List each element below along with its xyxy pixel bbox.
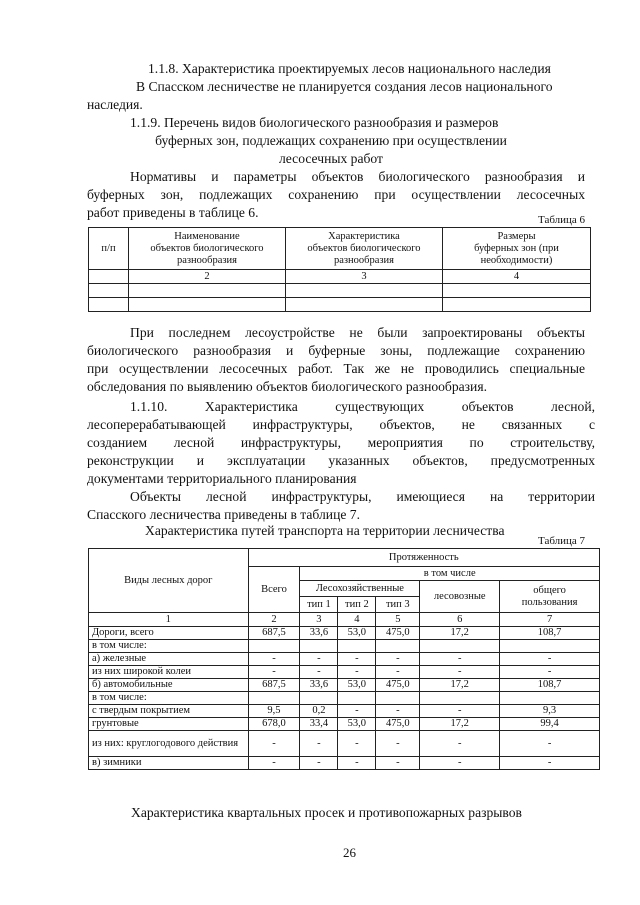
table6-header-char-l3: разнообразия [333, 254, 395, 266]
table7-cell: - [300, 666, 338, 679]
table7-cell: 99,4 [500, 718, 600, 731]
table6-header-size-l1: Размеры [497, 230, 536, 242]
table7-header-kind: Виды лесных дорог [89, 549, 249, 613]
table7-cell: - [500, 731, 600, 757]
table7-cell [300, 692, 338, 705]
table6-header-name-l3: разнообразия [176, 254, 238, 266]
table6-empty-cell [286, 284, 443, 298]
table6-empty-cell [443, 298, 591, 312]
section-1-1-10-heading-line3: созданием лесной инфраструктуры, мероприятия по строительству, [87, 435, 595, 450]
table6-empty-cell [129, 298, 286, 312]
table7-cell: - [248, 731, 300, 757]
table7-cell: - [420, 757, 500, 770]
table7-cell: - [338, 705, 376, 718]
table7-cell-label: с твердым покрытием [89, 705, 249, 718]
table7-cell: - [248, 666, 300, 679]
table7-cell: - [300, 653, 338, 666]
table6-header-name-l2: объектов биологического [150, 242, 264, 254]
table7-cell [420, 640, 500, 653]
table7-cell [248, 692, 300, 705]
table6-num-2: 2 [129, 270, 286, 284]
table7-cell: 53,0 [338, 679, 376, 692]
table7-num: 4 [338, 613, 376, 627]
table7-header-public [500, 581, 600, 613]
table7-header-public-l2: пользования [521, 596, 578, 608]
table7-header-total: Всего [248, 567, 300, 613]
table7-cell [500, 692, 600, 705]
table7-row [89, 718, 600, 731]
section-1-1-10-heading-line1: 1.1.10. Характеристика существующих объектов лесной, [130, 399, 595, 414]
table7-cell: - [300, 757, 338, 770]
table7-row [89, 692, 600, 705]
table7-cell [300, 640, 338, 653]
table7-cell: - [420, 666, 500, 679]
table7-cell: 33,4 [300, 718, 338, 731]
table7-cell: 687,5 [248, 627, 300, 640]
table7-num: 6 [420, 613, 500, 627]
table6-num-4: 4 [443, 270, 591, 284]
section-1-1-10-text-line2: Спасского лесничества приведены в таблице 7. [87, 507, 360, 522]
table7-cell: 9,5 [248, 705, 300, 718]
table7-num: 1 [89, 613, 249, 627]
table7-cell: 9,3 [500, 705, 600, 718]
table7-cell: - [376, 653, 420, 666]
table7-cell: - [376, 666, 420, 679]
table6-header-size-l3: необходимости) [480, 254, 553, 266]
table7-cell: - [338, 757, 376, 770]
table7-header-length: Протяженность [248, 549, 599, 567]
table6-caption: Таблица 6 [538, 214, 586, 226]
table7-row [89, 640, 600, 653]
table7-num: 3 [300, 613, 338, 627]
section-1-1-9-heading-line2: буферных зон, подлежащих сохранению при осуществлении [155, 133, 507, 148]
table6-header-num: п/п [89, 228, 129, 270]
section-1-1-10-heading-line5: документами территориального планирования [87, 471, 357, 486]
table7-num: 7 [500, 613, 600, 627]
biodiversity-text-line1: При последнем лесоустройстве не были запроектированы объекты [130, 325, 585, 340]
table7-cell: - [300, 731, 338, 757]
table7-cell [500, 640, 600, 653]
table7-cell: - [420, 653, 500, 666]
table7-cell [338, 692, 376, 705]
table7-cell: - [376, 731, 420, 757]
table6-empty-cell [286, 298, 443, 312]
table7-cell: 687,5 [248, 679, 300, 692]
table6-header-name-l1: Наименование [174, 230, 240, 242]
table7-cell: 17,2 [420, 627, 500, 640]
section-1-1-9-text-line2: буферных зон, подлежащих сохранению при осуществлении лесосечных [87, 187, 585, 202]
section-1-1-10-heading-line4: реконструкции и эксплуатации указанных объектов, предусмотренных [87, 453, 595, 468]
table7-title: Характеристика путей транспорта на территории лесничества [145, 523, 505, 538]
biodiversity-text-line4: обследования по выявлению объектов биологического разнообразия. [87, 379, 487, 394]
table7-cell: 108,7 [500, 679, 600, 692]
table7-cell: - [338, 666, 376, 679]
table7-cell: - [248, 757, 300, 770]
table6-header-char-l2: объектов биологического [307, 242, 421, 254]
table6-num-3: 3 [286, 270, 443, 284]
footer-heading: Характеристика квартальных просек и противопожарных разрывов [131, 805, 522, 820]
table7-cell: - [420, 731, 500, 757]
table7-cell: 53,0 [338, 627, 376, 640]
table7 [88, 548, 600, 770]
table7-header-type1: тип 1 [300, 597, 338, 613]
table7-row [89, 705, 600, 718]
table6-empty-cell [129, 284, 286, 298]
section-1-1-8-text-line2: наследия. [87, 97, 143, 112]
table7-cell: 678,0 [248, 718, 300, 731]
section-1-1-9-text-line1: Нормативы и параметры объектов биологического разнообразия и [130, 169, 585, 184]
table7-num: 2 [248, 613, 300, 627]
table7-row [89, 679, 600, 692]
table6-empty-cell [89, 284, 129, 298]
section-1-1-9-heading-line1: 1.1.9. Перечень видов биологического разнообразия и размеров [130, 115, 499, 130]
table7-header-type2: тип 2 [338, 597, 376, 613]
table7-cell-label: в) зимники [89, 757, 249, 770]
table7-cell: - [420, 705, 500, 718]
table7-cell [376, 640, 420, 653]
section-1-1-9-text-line3: работ приведены в таблице 6. [87, 205, 259, 220]
table7-cell: - [500, 653, 600, 666]
table6-empty-cell [443, 284, 591, 298]
table7-cell-label: в том числе: [89, 692, 249, 705]
table7-cell: - [338, 653, 376, 666]
section-1-1-10-heading-line2: лесоперерабатывающей инфраструктуры, объектов, не связанных с [87, 417, 595, 432]
table6-header-char [286, 228, 443, 270]
table7-cell-label: а) железные [89, 653, 249, 666]
table7-row [89, 627, 600, 640]
table7-num: 5 [376, 613, 420, 627]
table7-header-logging: лесовозные [420, 581, 500, 613]
table6-header-size-l2: буферных зон (при [474, 242, 559, 254]
table7-header-type3: тип 3 [376, 597, 420, 613]
table7-header-forestry: Лесохозяйственные [300, 581, 420, 597]
table7-cell [338, 640, 376, 653]
table6-header-size [443, 228, 591, 270]
table7-cell [248, 640, 300, 653]
table6-num-cell [89, 270, 129, 284]
table7-caption: Таблица 7 [538, 535, 586, 547]
table6 [88, 227, 591, 312]
section-1-1-10-text-line1: Объекты лесной инфраструктуры, имеющиеся на территории [130, 489, 595, 504]
table7-cell: 17,2 [420, 718, 500, 731]
table7-cell [420, 692, 500, 705]
table7-number-row [89, 613, 600, 627]
table7-cell [376, 692, 420, 705]
table7-cell: 0,2 [300, 705, 338, 718]
table7-cell-label: в том числе: [89, 640, 249, 653]
table6-header-name [129, 228, 286, 270]
table7-cell: - [500, 666, 600, 679]
table7-cell: - [376, 705, 420, 718]
table7-row [89, 666, 600, 679]
table7-row [89, 653, 600, 666]
biodiversity-text-line2: биологического разнообразия и буферные зоны, подлежащие сохранению [87, 343, 585, 358]
section-1-1-9-heading-line3: лесосечных работ [279, 151, 383, 166]
table7-cell: 17,2 [420, 679, 500, 692]
table7-row [89, 731, 600, 757]
table7-header-public-l1: общего [533, 584, 566, 596]
table6-empty-cell [89, 298, 129, 312]
table7-cell-label: из них: круглогодового действия [89, 731, 249, 757]
table7-cell-label: Дороги, всего [89, 627, 249, 640]
table7-cell: 475,0 [376, 627, 420, 640]
table7-cell: 33,6 [300, 679, 338, 692]
table7-cell: - [248, 653, 300, 666]
table7-cell: 475,0 [376, 679, 420, 692]
section-1-1-8-text-line1: В Спасском лесничестве не планируется создания лесов национального [136, 79, 553, 94]
table7-header-incl: в том числе [300, 567, 600, 581]
table7-cell-label: грунтовые [89, 718, 249, 731]
page-number: 26 [343, 845, 356, 860]
table7-row [89, 757, 600, 770]
table6-header-char-l1: Характеристика [328, 230, 400, 242]
table7-cell: - [500, 757, 600, 770]
table7-cell: - [338, 731, 376, 757]
table7-cell-label: из них широкой колеи [89, 666, 249, 679]
section-1-1-8-heading: 1.1.8. Характеристика проектируемых лесов национального наследия [148, 61, 551, 76]
table7-cell: - [376, 757, 420, 770]
table7-cell: 33,6 [300, 627, 338, 640]
table7-cell: 108,7 [500, 627, 600, 640]
biodiversity-text-line3: при осуществлении лесосечных работ. Так же не проводились специальные [87, 361, 585, 376]
table7-cell-label: б) автомобильные [89, 679, 249, 692]
table7-cell: 475,0 [376, 718, 420, 731]
table7-cell: 53,0 [338, 718, 376, 731]
